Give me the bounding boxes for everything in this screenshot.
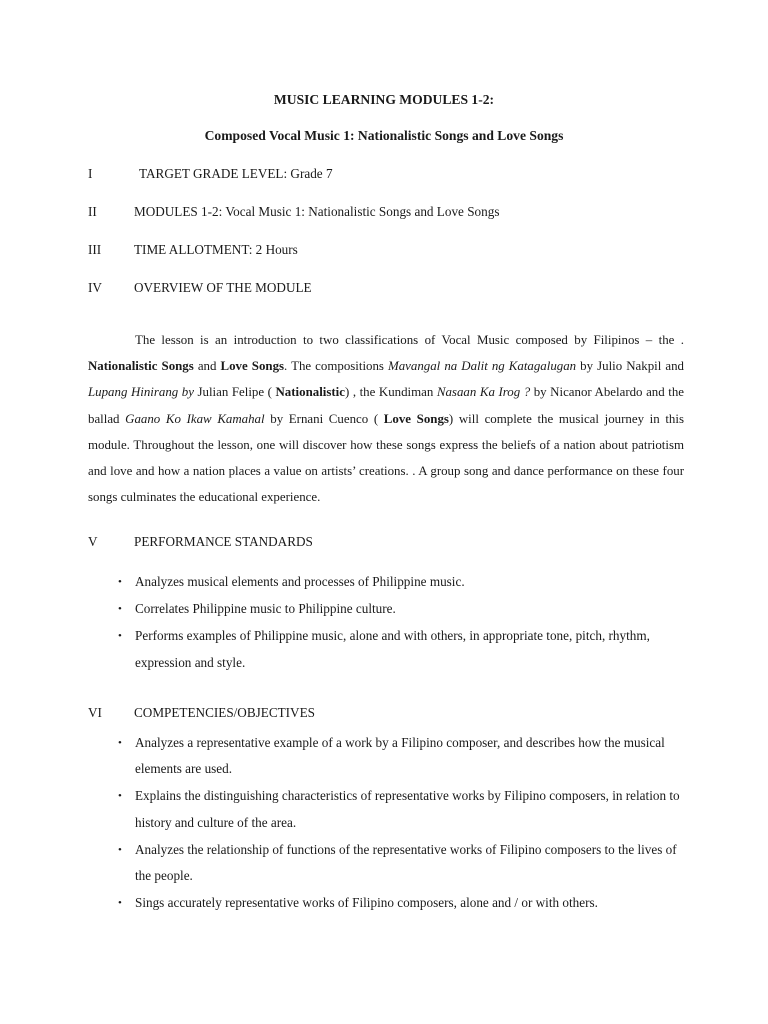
list-item-text: Analyzes musical elements and processes of Philippine music. bbox=[135, 574, 465, 589]
competency-item bbox=[118, 730, 684, 782]
section-performance-standards bbox=[88, 534, 688, 554]
overview-text-run: Nasaan Ka Irog ? bbox=[436, 385, 531, 400]
overview-text-run: Lupang Hinirang by bbox=[88, 385, 194, 400]
bullet-icon: • bbox=[118, 843, 122, 856]
bullet-icon: • bbox=[118, 576, 122, 588]
section-heading: TIME ALLOTMENT: 2 Hours bbox=[134, 242, 298, 257]
section-time-allotment bbox=[88, 242, 688, 262]
bullet-icon: • bbox=[118, 603, 122, 616]
section-heading: COMPETENCIES/OBJECTIVES bbox=[134, 705, 315, 720]
overview-text-run: . The compositions bbox=[284, 359, 388, 374]
section-number: II bbox=[88, 204, 97, 219]
section-modules bbox=[88, 204, 688, 224]
overview-text-run: by Nicanor Abelardo and the ballad bbox=[88, 385, 684, 426]
document-subtitle: Composed Vocal Music 1: Nationalistic Songs and Love Songs bbox=[204, 128, 564, 143]
section-target-grade-level bbox=[88, 166, 688, 186]
overview-text-run: Mavangal na Dalit ng Katagalugan bbox=[388, 359, 577, 374]
overview-text-run: ) will complete the musical journey in this module. Throughout the lesson, one will discover how these songs express the beliefs of a nation about patriotism and love and how a nation places a value on artists’ creations. . A group song and dance performance on these four songs culminates the educational experience. bbox=[88, 411, 684, 505]
performance-standards-list bbox=[118, 569, 684, 677]
overview-text-run: ) , the Kundiman bbox=[344, 385, 437, 400]
competency-item bbox=[118, 890, 684, 916]
overview-text-run: Nationalistic bbox=[275, 385, 345, 400]
list-item-text: Performs examples of Philippine music, alone and with others, in appropriate tone, pitch, rhythm, expression and style. bbox=[135, 628, 650, 670]
competency-item bbox=[118, 783, 684, 835]
overview-text-run: by Julio Nakpil and bbox=[576, 359, 684, 374]
section-competencies bbox=[88, 705, 688, 725]
section-heading: PERFORMANCE STANDARDS bbox=[134, 534, 313, 549]
overview-text-run: The lesson is an introduction to two classifications of Vocal Music composed by Filipinos – the . bbox=[135, 332, 684, 347]
overview-text-run: Love Songs bbox=[383, 411, 449, 426]
competencies-list bbox=[118, 730, 684, 917]
bullet-icon: • bbox=[118, 737, 122, 749]
section-number: V bbox=[88, 534, 98, 549]
overview-text-run: Love Songs bbox=[220, 359, 285, 374]
performance-standard-item bbox=[118, 623, 684, 675]
section-heading: MODULES 1-2: Vocal Music 1: Nationalistic Songs and Love Songs bbox=[134, 204, 500, 219]
overview-text-run: by Ernani Cuenco ( bbox=[264, 411, 384, 426]
section-number: VI bbox=[88, 705, 102, 720]
overview-text-run: and bbox=[193, 359, 221, 374]
list-item-text: Sings accurately representative works of Filipino composers, alone and / or with others. bbox=[135, 895, 598, 911]
list-item-text: Correlates Philippine music to Philippine culture. bbox=[135, 601, 396, 617]
list-item-text: Analyzes the relationship of functions of the representative works of Filipino composers to the lives of the people. bbox=[135, 841, 677, 884]
overview-paragraph bbox=[88, 327, 684, 510]
section-number: III bbox=[88, 242, 102, 257]
bullet-icon: • bbox=[118, 790, 122, 803]
overview-text-run: Julian Felipe ( bbox=[193, 385, 276, 400]
document-title: MUSIC LEARNING MODULES 1-2: bbox=[273, 92, 495, 107]
overview-text-run: Nationalistic Songs bbox=[88, 359, 194, 374]
section-number: I bbox=[88, 166, 93, 181]
performance-standard-item bbox=[118, 596, 684, 622]
overview-text-run: Gaano Ko Ikaw Kamahal bbox=[125, 411, 265, 426]
section-number: IV bbox=[88, 280, 102, 295]
competency-item bbox=[118, 837, 684, 889]
list-item-text: Analyzes a representative example of a work by a Filipino composer, and describes how the musical elements are used. bbox=[135, 735, 665, 777]
section-heading: OVERVIEW OF THE MODULE bbox=[134, 280, 312, 295]
bullet-icon: • bbox=[118, 897, 122, 910]
section-overview bbox=[88, 280, 688, 300]
bullet-icon: • bbox=[118, 630, 122, 643]
performance-standard-item bbox=[118, 569, 684, 595]
list-item-text: Explains the distinguishing characteristics of representative works by Filipino composers, in relation to history and culture of the area. bbox=[135, 788, 680, 830]
section-heading: TARGET GRADE LEVEL: Grade 7 bbox=[139, 166, 333, 181]
